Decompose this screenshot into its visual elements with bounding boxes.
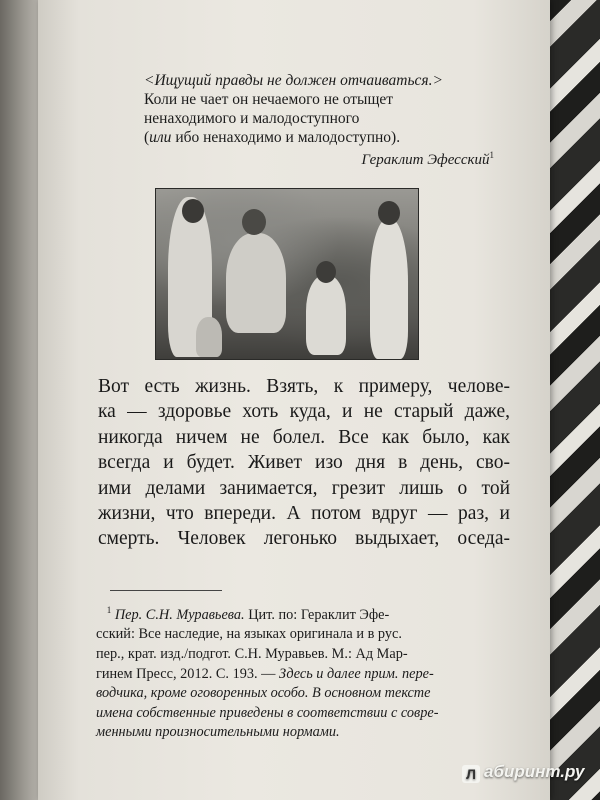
epigraph-line-4: (или ибо ненаходимо и малодоступно). — [144, 129, 401, 146]
epigraph — [144, 71, 488, 147]
labirint-logo-icon: Л — [462, 765, 480, 783]
epigraph-line-3: ненаходимого и малодоступного — [144, 110, 360, 127]
footnote — [96, 601, 502, 743]
footnote-line-4: гинем Пресс, 2012. С. 193. — Здесь и далее прим. пере- — [96, 665, 434, 682]
photo-head-2 — [242, 209, 266, 235]
photo-figure-child — [196, 317, 222, 357]
photo-figure-boy — [370, 219, 408, 359]
body-line-5: ими делами занимается, грезит лишь о той — [98, 477, 510, 499]
footnote-line-3: пер., крат. изд./подгот. С.Н. Муравьев. М.: Ад Мар- — [96, 645, 408, 662]
body-line-2: ка — здоровье хоть куда, и не старый даже, — [98, 401, 510, 423]
body-line-3: никогда ничем не болел. Все как было, как — [98, 426, 510, 448]
footnote-divider — [110, 590, 222, 591]
photo-head-4 — [378, 201, 400, 225]
photo-head-1 — [182, 199, 204, 223]
body-line-4: всегда и будет. Живет изо дня в день, сво- — [98, 452, 510, 474]
footnote-line-5: водчика, кроме оговоренных особо. В основном тексте — [96, 685, 431, 702]
photo-figure-woman — [226, 233, 286, 333]
family-photo — [155, 188, 419, 360]
footnote-ref: 1 — [489, 150, 494, 160]
body-line-6: жизни, что впереди. А потом вдруг — раз, и — [98, 503, 510, 525]
epigraph-author: Гераклит Эфесский$^1$ — [361, 150, 494, 168]
epigraph-line-1: <Ищущий правды не должен отчаиваться.> — [144, 72, 443, 89]
photo-head-3 — [316, 261, 336, 283]
footnote-line-2: сский: Все наследие, на языках оригинала и в рус. — [96, 626, 402, 643]
background-left — [0, 0, 40, 800]
body-line-1: Вот есть жизнь. Взять, к примеру, челове- — [98, 376, 510, 397]
body-text — [98, 374, 510, 552]
photo-figure-toddler — [306, 275, 346, 355]
epigraph-line-2: Коли не чает он нечаемого не отыщет — [144, 91, 394, 108]
footnote-line-6: имена собственные приведены в соответствии с совре- — [96, 704, 439, 721]
footnote-line-1: $^1$ Пер. С.Н. Муравьева. Цит. по: Гераклит Эфе- — [106, 605, 390, 623]
body-line-7: смерть. Человек легонько выдыхает, оседа- — [98, 528, 510, 550]
footnote-line-7: менными произносительными нормами. — [96, 724, 340, 741]
labirint-watermark: Л абиринт.ру — [462, 762, 584, 783]
